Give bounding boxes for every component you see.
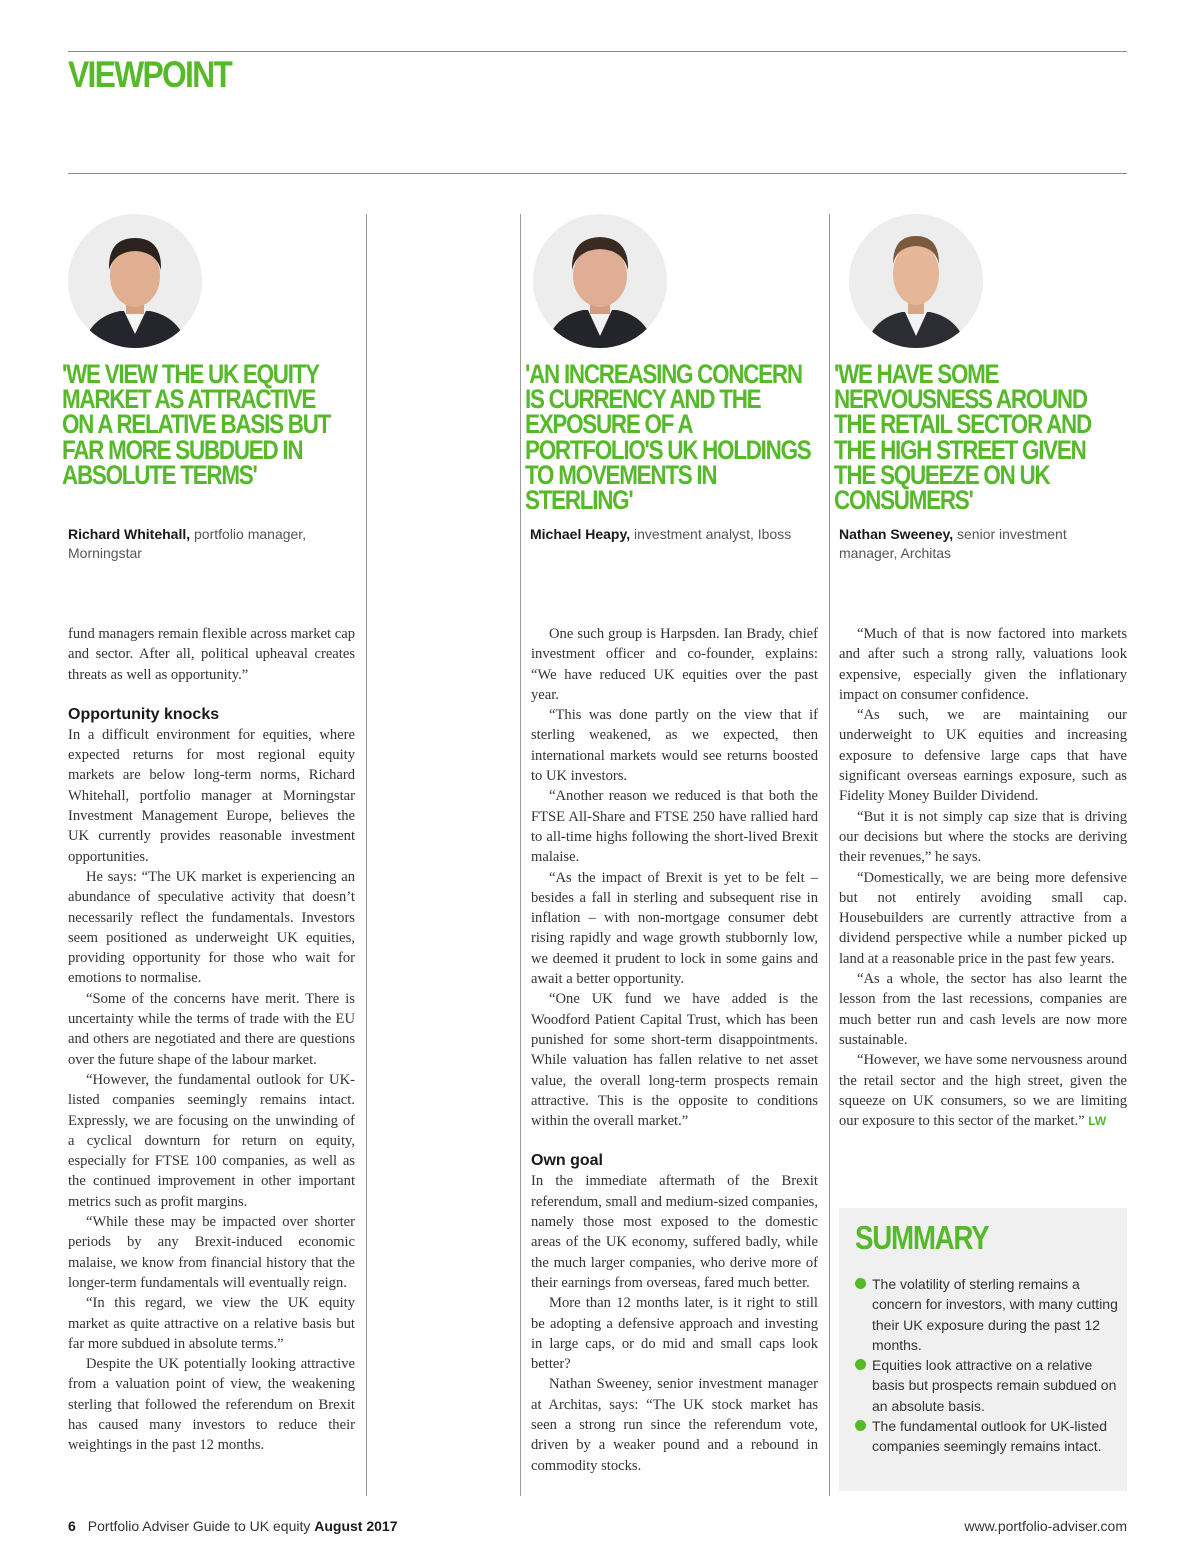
person-name: Michael Heapy, xyxy=(530,526,631,542)
person-name: Richard Whitehall, xyxy=(68,526,191,542)
paragraph: “This was done partly on the view that if sterling weakened, as we expected, then international markets would see returns boosted to UK investors. xyxy=(531,707,818,785)
paragraph: “As the impact of Brexit is yet to be felt – besides a fall in sterling and subsequent rise in inflation – with non-mortgage consumer debt rising rapidly and wage growth stubbornly low, we deemed it prudent to lock in some gains and await a better opportunity. xyxy=(531,869,818,988)
top-rule xyxy=(68,51,1127,52)
summary-box xyxy=(839,1208,1127,1491)
paragraph: “While these may be impacted over shorter periods by any Brexit-induced economic malaise, we know from financial history that the longer-term fundamentals will eventually reign. xyxy=(68,1214,355,1291)
subheading: Own goal xyxy=(531,1152,603,1170)
paragraph: “As a whole, the sector has also learnt the lesson from the last recessions, companies are much better run and cash levels are now more sustainable. xyxy=(839,971,1127,1048)
paragraph: In a difficult environment for equities, where expected returns for most regional equity markets are below long-term norms, Richard Whitehall, portfolio manager at Morningstar Investment Management Europe, believes the UK currently provides reasonable investment opportunities. xyxy=(68,726,355,865)
summary-item: The fundamental outlook for UK-listed companies seemingly remains intact. xyxy=(855,1416,1119,1457)
portrait-photo xyxy=(533,214,667,348)
byline xyxy=(839,525,1119,563)
paragraph: Nathan Sweeney, senior investment manager at Architas, says: “The UK stock market has seen a strong run since the referendum vote, driven by a weaker pound and a rebound in commodity stocks. xyxy=(531,1376,818,1474)
paragraph: Despite the UK potentially looking attractive from a valuation point of view, the weakening sterling that followed the referendum on Brexit has caused many investors to reduce their weightings in the past 12 months. xyxy=(68,1356,355,1454)
paragraph: He says: “The UK market is experiencing an abundance of speculative activity that doesn’t necessarily reflect the fundamentals. Investors seem positioned as underweight UK equities, providing opportunity for those who wait for emotions to normalise. xyxy=(68,868,355,987)
pull-quote: 'AN INCREASING CONCERN IS CURRENCY AND THE EXPOSURE OF A PORTFOLIO'S UK HOLDINGS TO MOVEMENTS IN STERLING' xyxy=(525,359,811,516)
bullet-dot-icon xyxy=(855,1420,866,1431)
byline xyxy=(530,525,820,544)
column-divider xyxy=(829,214,830,1496)
paragraph xyxy=(839,1050,1127,1131)
person-role: senior investment manager, Architas xyxy=(839,526,1067,561)
section-title: VIEWPOINT xyxy=(68,54,232,95)
person-role: investment analyst, Iboss xyxy=(634,526,792,542)
summary-item: The volatility of sterling remains a concern for investors, with many cutting their UK exposure during the past 12 months. xyxy=(855,1274,1119,1355)
subheading: Opportunity knocks xyxy=(68,705,220,723)
paragraph: “As such, we are maintaining our underweight to UK equities and increasing exposure to defensive large caps that have significant overseas earnings exposure, such as Fidelity Money Builder Dividend. xyxy=(839,707,1127,805)
summary-item: Equities look attractive on a relative basis but prospects remain subdued on an absolute basis. xyxy=(855,1355,1119,1416)
article-column-3 xyxy=(839,624,1127,1131)
person-name: Nathan Sweeney, xyxy=(839,526,954,542)
paragraph: More than 12 months later, is it right to still be adopting a defensive approach and investing in large caps, or do mid and small caps look better? xyxy=(531,1295,818,1373)
summary-title: SUMMARY xyxy=(855,1219,989,1256)
paragraph: “However, the fundamental outlook for UK-listed companies seemingly remains intact. Expressly, we are focusing on the unwinding of a cyclical downturn for return on equity, especially for FTSE 100 companies, as well as the continued improvement in other important metrics such as profit margins. xyxy=(68,1071,355,1210)
header-rule xyxy=(68,173,1127,174)
person-role: portfolio manager, Morningstar xyxy=(68,526,307,561)
summary-list xyxy=(855,1274,1119,1457)
publication-date: August 2017 xyxy=(314,1518,398,1534)
pull-quote: 'WE HAVE SOME NERVOUSNESS AROUND THE RETAIL SECTOR AND THE HIGH STREET GIVEN THE SQUEEZE ON UK CONSUMERS' xyxy=(834,359,1091,516)
footer-url[interactable]: www.portfolio-adviser.com xyxy=(964,1518,1127,1534)
paragraph: “Domestically, we are being more defensive but not entirely avoiding small cap. Housebuilders are currently attractive from a dividend perspective while a number picked up land at a reasonable price in the past few years. xyxy=(839,869,1127,967)
article-column-2 xyxy=(531,624,818,1476)
paragraph: “One UK fund we have added is the Woodford Patient Capital Trust, which has been punished for some short-term disappointments. While valuation has fallen relative to net asset value, the overall long-term prospects remain attractive. This is the opposite to conditions within the overall market.” xyxy=(531,991,818,1130)
paragraph: “In this regard, we view the UK equity market as quite attractive on a relative basis but far more subdued in absolute terms.” xyxy=(68,1295,355,1352)
paragraph-text: “However, we have some nervousness around the retail sector and the high street, given the squeeze on UK consumers, so we are limiting our exposure to this sector of the market.” xyxy=(839,1052,1127,1130)
paragraph: In the immediate aftermath of the Brexit referendum, small and medium-sized companies, namely those most exposed to the domestic areas of the UK economy, suffered badly, while the much larger companies, who derive more of their earnings from overseas, fared much better. xyxy=(531,1173,818,1291)
bullet-dot-icon xyxy=(855,1359,866,1370)
paragraph: One such group is Harpsden. Ian Brady, chief investment officer and co-founder, explains: “We have reduced UK equities over the past year. xyxy=(531,626,818,703)
paragraph: fund managers remain flexible across market cap and sector. After all, political upheaval creates threats as well as opportunity.” xyxy=(68,626,355,683)
footer-publication xyxy=(68,1518,398,1534)
portrait-photo xyxy=(849,214,983,348)
author-end-mark: LW xyxy=(1088,1114,1107,1129)
page-number: 6 xyxy=(68,1518,76,1534)
bullet-dot-icon xyxy=(855,1278,866,1289)
column-divider xyxy=(366,214,367,1496)
column-divider xyxy=(520,214,521,1496)
paragraph: “But it is not simply cap size that is driving our decisions but where the stocks are deriving their revenues,” he says. xyxy=(839,808,1127,866)
paragraph: “Much of that is now factored into markets and after such a strong rally, valuations look expensive, especially given the inflationary impact on consumer confidence. xyxy=(839,626,1127,703)
publication-name: Portfolio Adviser Guide to UK equity xyxy=(87,1518,311,1534)
pull-quote: 'WE VIEW THE UK EQUITY MARKET AS ATTRACTIVE ON A RELATIVE BASIS BUT FAR MORE SUBDUED IN ABSOLUTE TERMS' xyxy=(62,359,331,490)
paragraph: “Another reason we reduced is that both the FTSE All-Share and FTSE 250 have rallied hard to all-time highs following the short-lived Brexit malaise. xyxy=(531,788,818,866)
paragraph: “Some of the concerns have merit. There is uncertainty while the terms of trade with the EU and others are negotiated and there are questions over the future shape of the labour market. xyxy=(68,990,355,1068)
article-column-1 xyxy=(68,624,355,1456)
byline xyxy=(68,525,348,563)
portrait-photo xyxy=(68,214,202,348)
